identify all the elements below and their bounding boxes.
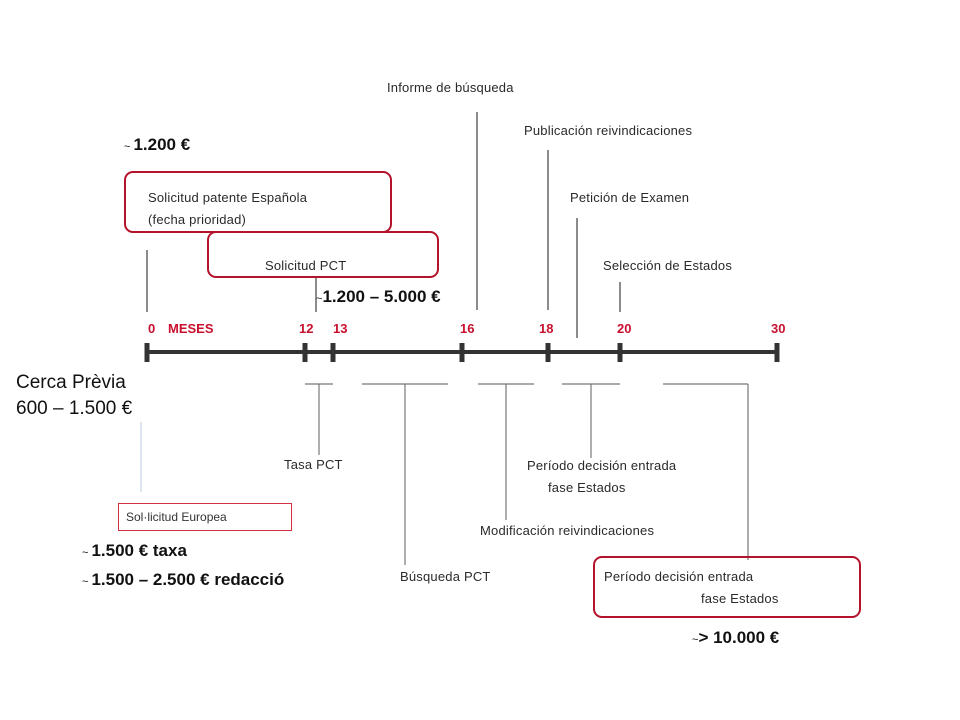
tick-label-18: 18 — [539, 321, 554, 336]
periodo2-box — [593, 556, 861, 618]
tilde-1: ~ — [124, 141, 131, 153]
peticion-label: Petición de Examen — [570, 190, 690, 205]
cost-eu-fee — [82, 541, 187, 561]
cost-pct-filing-value: 1.200 – 5.000 € — [322, 287, 441, 306]
tick-units-label: MESES — [168, 321, 214, 336]
cost-spanish-filing — [124, 135, 190, 155]
tick-label-16: 16 — [460, 321, 475, 336]
periodo-line2: fase Estados — [548, 480, 626, 495]
cost-national-phase-value: > 10.000 € — [698, 628, 780, 647]
periodo-line1: Período decisión entrada — [527, 458, 677, 473]
tick-label-30: 30 — [771, 321, 786, 336]
tick-label-0: 0 — [148, 321, 156, 336]
cost-eu-drafting-value: 1.500 – 2.500 € redacció — [91, 570, 285, 589]
cost-eu-fee-value: 1.500 € taxa — [91, 541, 187, 560]
informe-label: Informe de búsqueda — [387, 80, 514, 95]
tilde-4: ~ — [82, 576, 89, 588]
solicitud-pct-label: Solicitud PCT — [265, 258, 347, 273]
seleccion-label: Selección de Estados — [603, 258, 733, 273]
tasa-pct-label: Tasa PCT — [284, 457, 343, 472]
prior-search-cost — [16, 370, 132, 422]
cost-eu-drafting — [82, 570, 284, 590]
publicacion-label: Publicación reivindicaciones — [524, 123, 693, 138]
tilde-2: ~ — [316, 293, 323, 305]
solicitud-es-line1: Solicitud patente Española — [148, 190, 308, 205]
european-application-label: Sol·licitud Europea — [126, 510, 227, 524]
tick-label-12: 12 — [299, 321, 314, 336]
tilde-3: ~ — [82, 547, 89, 559]
prior-search-line1: Cerca Prèvia — [16, 372, 126, 393]
busqueda-pct-label: Búsqueda PCT — [400, 569, 491, 584]
prior-search-line2: 600 – 1.500 € — [16, 398, 133, 419]
solicitud-es-line2: (fecha prioridad) — [148, 212, 247, 227]
modificacion-label: Modificación reivindicaciones — [480, 523, 655, 538]
periodo2-line1: Período decisión entrada — [604, 569, 754, 584]
tick-label-13: 13 — [333, 321, 348, 336]
cost-pct-filing — [316, 287, 441, 307]
periodo2-line2: fase Estados — [701, 591, 779, 606]
tick-label-20: 20 — [617, 321, 632, 336]
cost-spanish-filing-value: 1.200 € — [133, 135, 191, 154]
cost-national-phase — [692, 628, 779, 648]
tilde-5: ~ — [692, 634, 699, 646]
